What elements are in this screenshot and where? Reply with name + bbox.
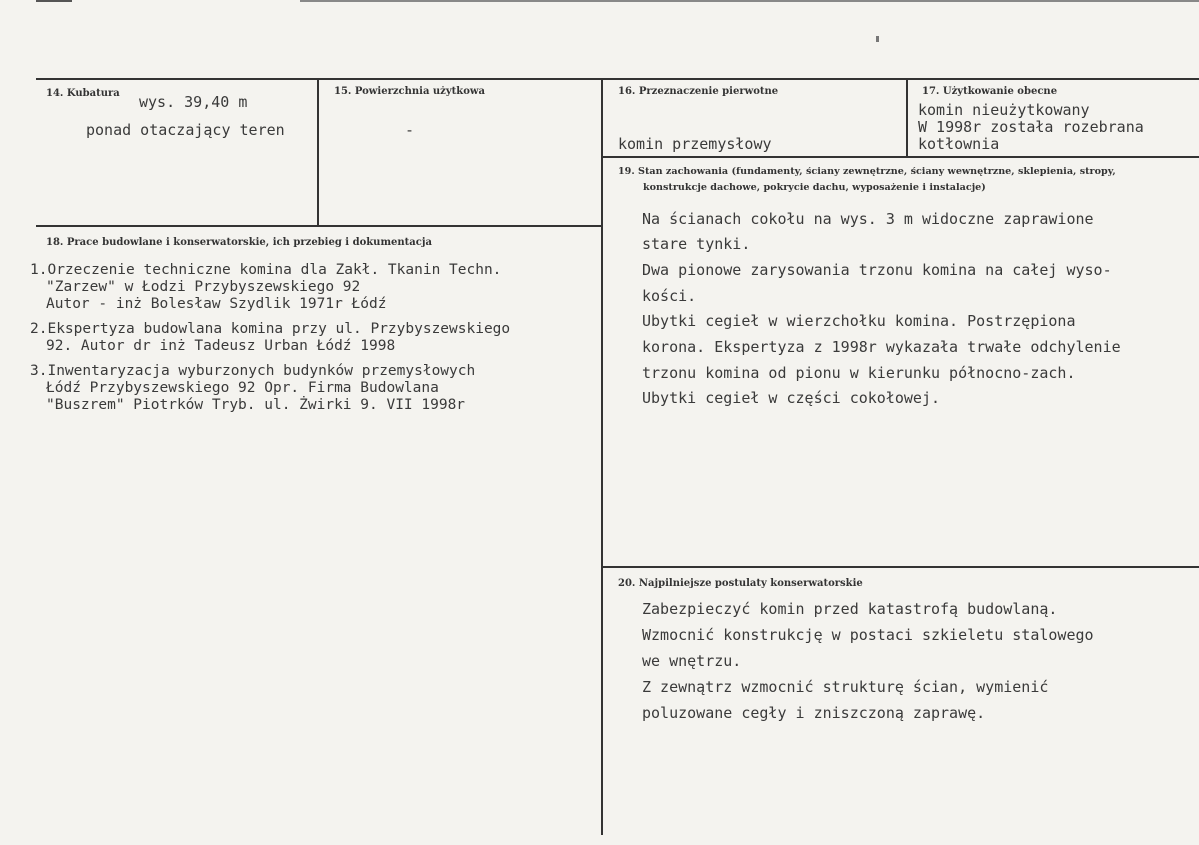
prace-item-2-line1: 2.Ekspertyza budowlana komina przy ul. Przybyszewskiego [30, 321, 511, 337]
stan-line-6: korona. Ekspertyza z 1998r wykazała trwałe odchylenie [642, 338, 1121, 356]
grid-line-h-left [36, 225, 603, 227]
uzytkowanie-line1: komin nieużytkowany [918, 101, 1090, 119]
grid-line-h-right [601, 156, 1199, 158]
field-17-label: 17. Użytkowanie obecne [922, 86, 1058, 97]
stan-line-5: Ubytki cegieł w wierzchołku komina. Postrzępiona [642, 312, 1076, 330]
field-19-label-line2: konstrukcje dachowe, pokrycie dachu, wyposażenie i instalacje) [643, 182, 986, 193]
field-14-label: 14. Kubatura [46, 88, 120, 99]
postulaty-line-4: Z zewnątrz wzmocnić strukturę ścian, wymienić [642, 678, 1049, 696]
grid-line-h-20 [601, 566, 1199, 568]
stan-line-7: trzonu komina od pionu w kierunku północno-zach. [642, 364, 1076, 382]
grid-line-top [36, 78, 1199, 80]
postulaty-line-3: we wnętrzu. [642, 652, 742, 670]
prace-item-1-line2: "Zarzew" w Łodzi Przybyszewskiego 92 [46, 279, 361, 295]
prace-item-1-line1: 1.Orzeczenie techniczne komina dla Zakł. Tkanin Techn. [30, 262, 502, 278]
grid-line-v3 [906, 78, 908, 156]
prace-item-1-line3: Autor - inż Bolesław Szydlik 1971r Łódź [46, 296, 387, 312]
field-15-label: 15. Powierzchnia użytkowa [334, 86, 485, 97]
uzytkowanie-line3: kotłownia [918, 135, 1000, 153]
uzytkowanie-line2: W 1998r została rozebrana [918, 118, 1144, 136]
powierzchnia-value: - [405, 121, 415, 139]
stan-line-8: Ubytki cegieł w części cokołowej. [642, 389, 941, 407]
prace-item-3-line2: Łódź Przybyszewskiego 92 Opr. Firma Budowlana [46, 380, 439, 396]
postulaty-line-1: Zabezpieczyć komin przed katastrofą budowlaną. [642, 600, 1058, 618]
prace-item-3-line1: 3.Inwentaryzacja wyburzonych budynków przemysłowych [30, 363, 476, 379]
top-edge-mark [300, 0, 1199, 2]
stan-line-4: kości. [642, 287, 697, 305]
stan-line-2: stare tynki. [642, 235, 751, 253]
prace-item-3-line3: "Buszrem" Piotrków Tryb. ul. Żwirki 9. VII 1998r [46, 397, 466, 413]
field-19-label-line1: 19. Stan zachowania (fundamenty, ściany zewnętrzne, ściany wewnętrzne, sklepienia, stropy, [618, 166, 1116, 177]
field-20-label: 20. Najpilniejsze postulaty konserwatorskie [618, 578, 863, 589]
postulaty-line-2: Wzmocnić konstrukcję w postaci szkieletu stalowego [642, 626, 1094, 644]
przeznaczenie-value: komin przemysłowy [618, 135, 772, 153]
top-edge-mark [36, 0, 72, 2]
kubatura-line2: ponad otaczający teren [86, 121, 285, 139]
postulaty-line-5: poluzowane cegły i zniszczoną zaprawę. [642, 704, 986, 722]
stan-line-1: Na ścianach cokołu na wys. 3 m widoczne zaprawione [642, 210, 1094, 228]
grid-line-v1 [317, 78, 319, 226]
stan-line-3: Dwa pionowe zarysowania trzonu komina na całej wyso- [642, 261, 1112, 279]
ink-dot [876, 36, 879, 42]
field-16-label: 16. Przeznaczenie pierwotne [618, 86, 779, 97]
kubatura-line1: wys. 39,40 m [139, 93, 248, 111]
grid-line-v2 [601, 78, 603, 835]
field-18-label: 18. Prace budowlane i konserwatorskie, ich przebieg i dokumentacja [46, 237, 432, 248]
prace-item-2-line2: 92. Autor dr inż Tadeusz Urban Łódź 1998 [46, 338, 396, 354]
